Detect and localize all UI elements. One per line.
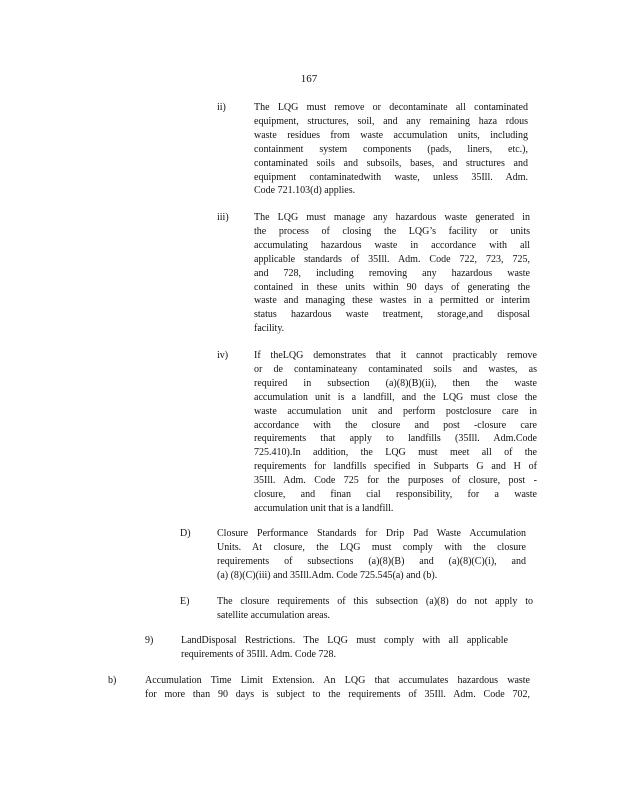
text-line: accumulating hazardous waste in accordance with all bbox=[254, 239, 530, 251]
text-line: requirements for landfills specified in Subparts G and H of bbox=[254, 461, 537, 473]
subsection-iv-label: iv) bbox=[217, 350, 229, 361]
subsection-iii bbox=[217, 211, 537, 339]
subsection-iv-text bbox=[254, 349, 537, 516]
text-line: required in subsection (a)(8)(B)(ii), then the waste bbox=[254, 377, 537, 389]
subsection-b-text bbox=[145, 674, 530, 702]
text-line: The LQG must manage any hazardous waste generated in bbox=[254, 212, 530, 223]
subsection-ii-text bbox=[254, 101, 528, 198]
text-line: accumulation unit that is a landfill. bbox=[254, 502, 394, 514]
text-line: requirements that apply to landfills (35Ill. Adm.Code bbox=[254, 433, 537, 445]
subsection-e-label: E) bbox=[180, 596, 190, 607]
paragraph-9-label: 9) bbox=[145, 635, 154, 646]
subsection-b-label: b) bbox=[108, 675, 117, 686]
subsection-e bbox=[180, 595, 540, 625]
text-line: waste and managing these wastes in a permitted or interim bbox=[254, 295, 530, 307]
text-line: accumulation unit is a landfill, and the LQG must close the bbox=[254, 391, 537, 403]
text-line: 35Ill. Adm. Code 725 for the purposes of closure, post - bbox=[254, 475, 537, 487]
text-line: If theLQG demonstrates that it cannot practicably remove bbox=[254, 350, 537, 361]
text-line: Accumulation Time Limit Extension. An LQG that accumulates hazardous waste bbox=[145, 675, 530, 686]
text-line: status hazardous waste treatment, storage,and disposal bbox=[254, 309, 530, 321]
text-line: contaminated soils and subsoils, bases, and structures and bbox=[254, 157, 528, 169]
subsection-ii bbox=[217, 101, 537, 201]
text-line: satellite accumulation areas. bbox=[217, 609, 331, 621]
paragraph-9 bbox=[145, 634, 525, 664]
text-line: applicable standards of 35Ill. Adm. Code 722, 723, 725, bbox=[254, 253, 530, 265]
subsection-ii-label: ii) bbox=[217, 102, 226, 113]
text-line: facility. bbox=[254, 323, 285, 335]
subsection-iii-text bbox=[254, 211, 530, 336]
text-line: Code 721.103(d) applies. bbox=[254, 185, 356, 197]
text-line: (a) (8)(C)(iii) and 35Ill.Adm. Code 725.545(a) and (b). bbox=[217, 569, 438, 581]
text-line: or de contaminateany contaminated soils and wastes, as bbox=[254, 363, 537, 375]
text-line: LandDisposal Restrictions. The LQG must comply with all applicable bbox=[181, 635, 508, 646]
subsection-d bbox=[180, 527, 540, 585]
subsection-iv bbox=[217, 349, 542, 519]
subsection-e-text bbox=[217, 595, 533, 623]
text-line: requirements of subsections (a)(8)(B) and (a)(8)(C)(i), and bbox=[217, 555, 526, 567]
text-line: 725.410).In addition, the LQG must meet all of the bbox=[254, 447, 537, 459]
subsection-b bbox=[108, 674, 538, 704]
text-line: Closure Performance Standards for Drip Pad Waste Accumulation bbox=[217, 528, 526, 539]
text-line: requirements of 35Ill. Adm. Code 728. bbox=[181, 648, 336, 660]
text-line: The LQG must remove or decontaminate all contaminated bbox=[254, 102, 528, 113]
text-line: closure, and finan cial responsibility, for a waste bbox=[254, 489, 537, 501]
text-line: The closure requirements of this subsection (a)(8) do not apply to bbox=[217, 596, 533, 607]
subsection-d-text bbox=[217, 527, 526, 583]
text-line: the process of closing the LQG’s facility or units bbox=[254, 225, 530, 237]
page-number: 167 bbox=[300, 73, 318, 85]
text-line: contained in these units within 90 days of generating the bbox=[254, 281, 530, 293]
text-line: for more than 90 days is subject to the requirements of 35Ill. Adm. Code 702, bbox=[145, 688, 530, 700]
paragraph-9-text bbox=[181, 634, 508, 662]
text-line: waste residues from waste accumulation units, including bbox=[254, 129, 528, 141]
subsection-d-label: D) bbox=[180, 528, 191, 539]
subsection-iii-label: iii) bbox=[217, 212, 229, 223]
text-line: accordance with the closure and post -closure care bbox=[254, 419, 537, 431]
text-line: and 728, including removing any hazardous waste bbox=[254, 267, 530, 279]
text-line: containment system components (pads, liners, etc.), bbox=[254, 143, 528, 155]
text-line: equipment, structures, soil, and any remaining haza rdous bbox=[254, 115, 528, 127]
text-line: Units. At closure, the LQG must comply with the closure bbox=[217, 541, 526, 553]
text-line: waste accumulation unit and perform postclosure care in bbox=[254, 405, 537, 417]
text-line: equipment contaminatedwith waste, unless 35Ill. Adm. bbox=[254, 171, 528, 183]
